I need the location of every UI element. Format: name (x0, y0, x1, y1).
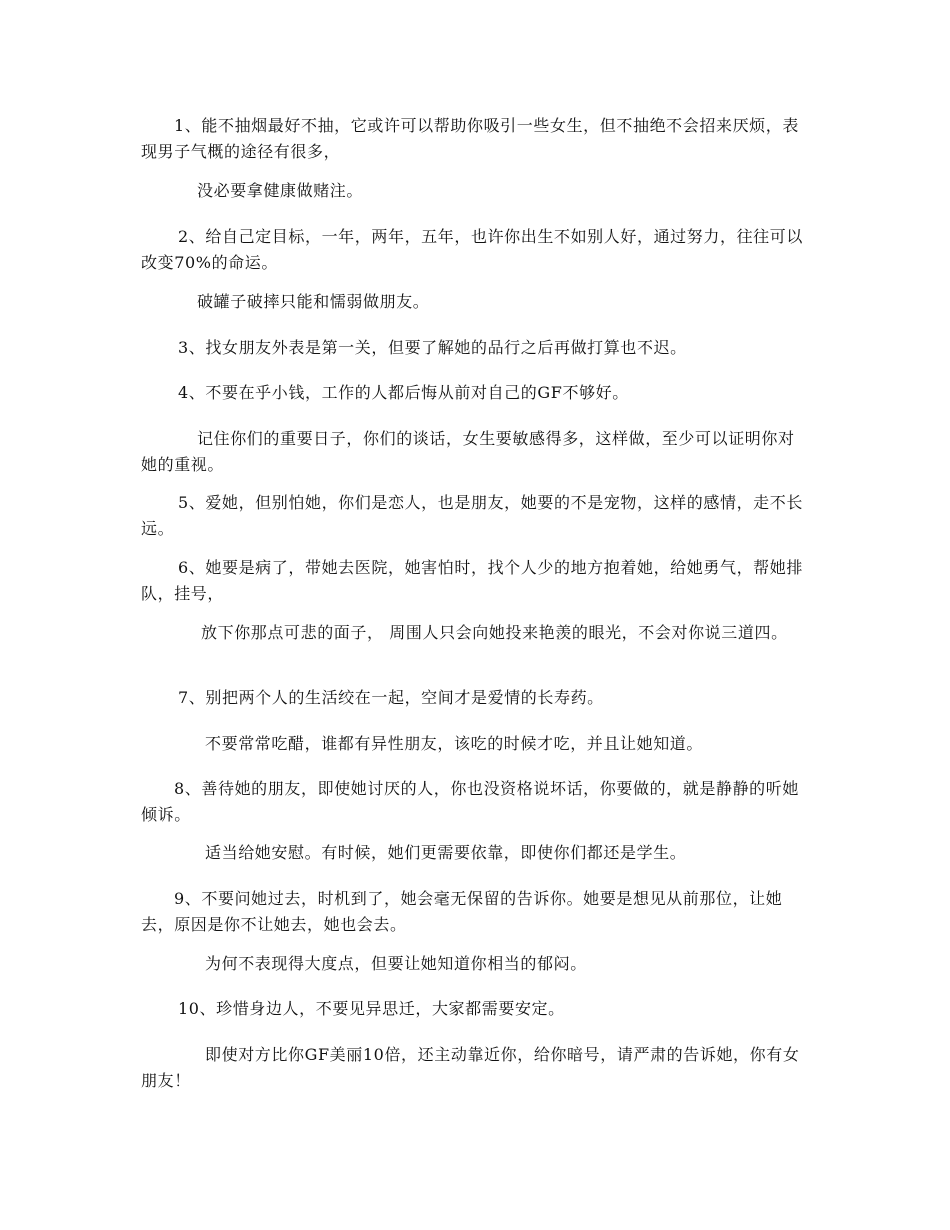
paragraph-17: 10、珍惜身边人，不要见异思迁，大家都需要安定。 (178, 999, 565, 1018)
paragraph-6: 4、不要在乎小钱，工作的人都后悔从前对自己的GF不够好。 (178, 383, 629, 402)
paragraph-1: 1、能不抽烟最好不抽，它或许可以帮助你吸引一些女生，但不抽绝不会招来厌烦，表现男子气概的途径有很多， (141, 116, 799, 161)
paragraph-18: 即使对方比你GF美丽10倍，还主动靠近你，给你暗号，请严肃的告诉她，你有女朋友！ (141, 1045, 800, 1090)
paragraph-16: 为何不表现得大度点，但要让她知道你相当的郁闷。 (205, 954, 587, 973)
paragraph-7: 记住你们的重要日子，你们的谈话，女生要敏感得多，这样做，至少可以证明你对她的重视。 (141, 429, 795, 474)
paragraph-12: 不要常常吃醋，谁都有异性朋友，该吃的时候才吃，并且让她知道。 (205, 734, 704, 753)
paragraph-5: 3、找女朋友外表是第一关，但要了解她的品行之后再做打算也不迟。 (178, 338, 687, 357)
paragraph-9: 6、她要是病了，带她去医院，她害怕时，找个人少的地方抱着她，给她勇气，帮她排队，挂号， (141, 558, 803, 603)
paragraph-11: 7、别把两个人的生活绞在一起，空间才是爱情的长寿药。 (178, 688, 604, 707)
paragraph-14: 适当给她安慰。有时候，她们更需要依靠，即使你们都还是学生。 (205, 843, 687, 862)
paragraph-4: 破罐子破摔只能和懦弱做朋友。 (197, 292, 430, 311)
paragraph-13: 8、善待她的朋友，即使她讨厌的人，你也没资格说坏话，你要做的，就是静静的听她倾诉。 (141, 779, 799, 824)
paragraph-2: 没必要拿健康做赌注。 (197, 181, 364, 200)
paragraph-15: 9、不要问她过去，时机到了，她会毫无保留的告诉你。她要是想见从前那位，让她去，原因是你不让她去，她也会去。 (141, 889, 783, 934)
paragraph-10: 放下你那点可悲的面子， 周围人只会向她投来艳羡的眼光，不会对你说三道四。 (201, 623, 788, 642)
paragraph-3: 2、给自己定目标，一年，两年，五年，也许你出生不如别人好，通过努力，往往可以改变70%的命运。 (141, 227, 803, 272)
paragraph-8: 5、爱她，但别怕她，你们是恋人，也是朋友，她要的不是宠物，这样的感情，走不长远。 (141, 493, 803, 538)
